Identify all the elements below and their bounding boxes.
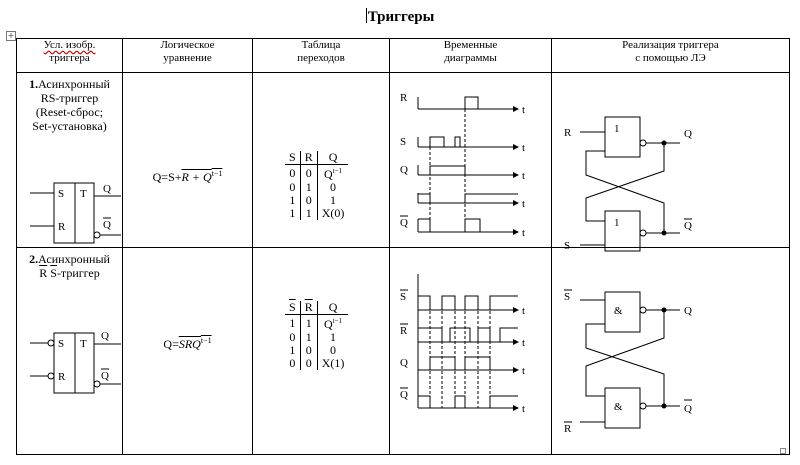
- diagram-label: T: [80, 338, 87, 350]
- realization-cell: [552, 73, 790, 252]
- diagram-label: Q: [400, 217, 408, 229]
- diagram-label: R: [564, 127, 572, 139]
- symbol-mark: T: [80, 188, 87, 200]
- document-title: Триггеры: [367, 9, 435, 25]
- timing-diagram: [390, 73, 552, 248]
- diagram-label: Q: [400, 389, 408, 401]
- equation-cell: [123, 248, 253, 455]
- equation-cell: [123, 73, 253, 248]
- diagram-label: t: [522, 305, 526, 317]
- header-logic: Логическое уравнение: [123, 39, 253, 73]
- trigger-name: 1.Асинхронный RS-триггер (Reset-сброс; Set-установка): [29, 77, 110, 133]
- timing-cell: [390, 73, 552, 248]
- symbol-output-q: Q: [103, 183, 111, 195]
- diagram-label: 1: [614, 217, 620, 229]
- diagram-label: &: [614, 401, 623, 413]
- header-timing: Временные диаграммы: [390, 39, 552, 73]
- realization-cell: [552, 248, 790, 455]
- diagram-label: Q: [400, 357, 408, 369]
- diagram-label: t: [522, 198, 526, 210]
- header-symbol: Усл. изобр. триггера: [17, 39, 123, 73]
- table-row: [17, 248, 790, 455]
- diagram-label: S: [564, 240, 571, 252]
- rs-inverse-trigger-symbol: [17, 248, 123, 455]
- diagram-label: R: [400, 325, 408, 337]
- table-row: [17, 73, 790, 248]
- diagram-label: t: [522, 365, 526, 377]
- trigger-name: 2.Асинхронный $\overline{R}$ $\overline{S}$-триггер: [29, 252, 110, 280]
- diagram-label: Q: [101, 370, 109, 382]
- nor-gate-circuit: [552, 73, 790, 252]
- logic-equation: $Q=SRQ^{t-1}$: [163, 336, 212, 351]
- diagram-label: t: [522, 337, 526, 349]
- diagram-label: Q: [101, 330, 109, 342]
- symbol-cell: [17, 73, 123, 248]
- header-row: [17, 39, 790, 73]
- diagram-label: t: [522, 142, 526, 154]
- truth-table: $\overline{S}$ $\overline{R}$ Q 1 1 $Q^{t-1}$ 0 1 1 1 0 0 0 0 X(1): [285, 301, 348, 370]
- symbol-cell: [17, 248, 123, 455]
- diagram-label: S: [400, 136, 407, 148]
- truth-table-cell: [253, 248, 390, 455]
- diagram-label: &: [614, 305, 623, 317]
- diagram-label: Q: [684, 403, 692, 415]
- diagram-label: R: [564, 423, 572, 435]
- timing-diagram: [390, 248, 552, 455]
- timing-cell: [390, 248, 552, 455]
- truth-table: S R Q 0 0 $Q^{t-1}$ 0 1 0 1 0 1 1 1 X(0): [285, 151, 348, 220]
- diagram-label: R: [400, 92, 408, 104]
- truth-table-cell: [253, 73, 390, 248]
- table-move-handle-icon[interactable]: +: [7, 31, 15, 40]
- symbol-input-r: R: [58, 221, 66, 233]
- diagram-label: Q: [684, 220, 692, 232]
- diagram-label: t: [522, 104, 526, 116]
- header-table: Таблица переходов: [253, 39, 390, 73]
- logic-equation: $Q=S+R + Q^{t-1}$: [152, 169, 223, 184]
- diagram-label: 1: [614, 123, 620, 135]
- rs-trigger-symbol: [17, 73, 123, 248]
- diagram-label: S: [58, 338, 65, 350]
- table-resize-handle[interactable]: [780, 448, 786, 454]
- nand-gate-circuit: [552, 248, 790, 455]
- triggers-table: [16, 38, 790, 455]
- header-realization: Реализация триггера с помощью ЛЭ: [552, 39, 790, 73]
- diagram-label: t: [522, 403, 526, 415]
- symbol-output-notq: Q: [103, 219, 111, 231]
- diagram-label: t: [522, 227, 526, 239]
- diagram-label: Q: [684, 305, 692, 317]
- diagram-label: t: [522, 170, 526, 182]
- symbol-input-s: S: [58, 188, 65, 200]
- diagram-label: S: [400, 291, 407, 303]
- diagram-label: Q: [400, 164, 408, 176]
- diagram-label: R: [58, 371, 66, 383]
- diagram-label: S: [564, 291, 571, 303]
- diagram-label: Q: [684, 128, 692, 140]
